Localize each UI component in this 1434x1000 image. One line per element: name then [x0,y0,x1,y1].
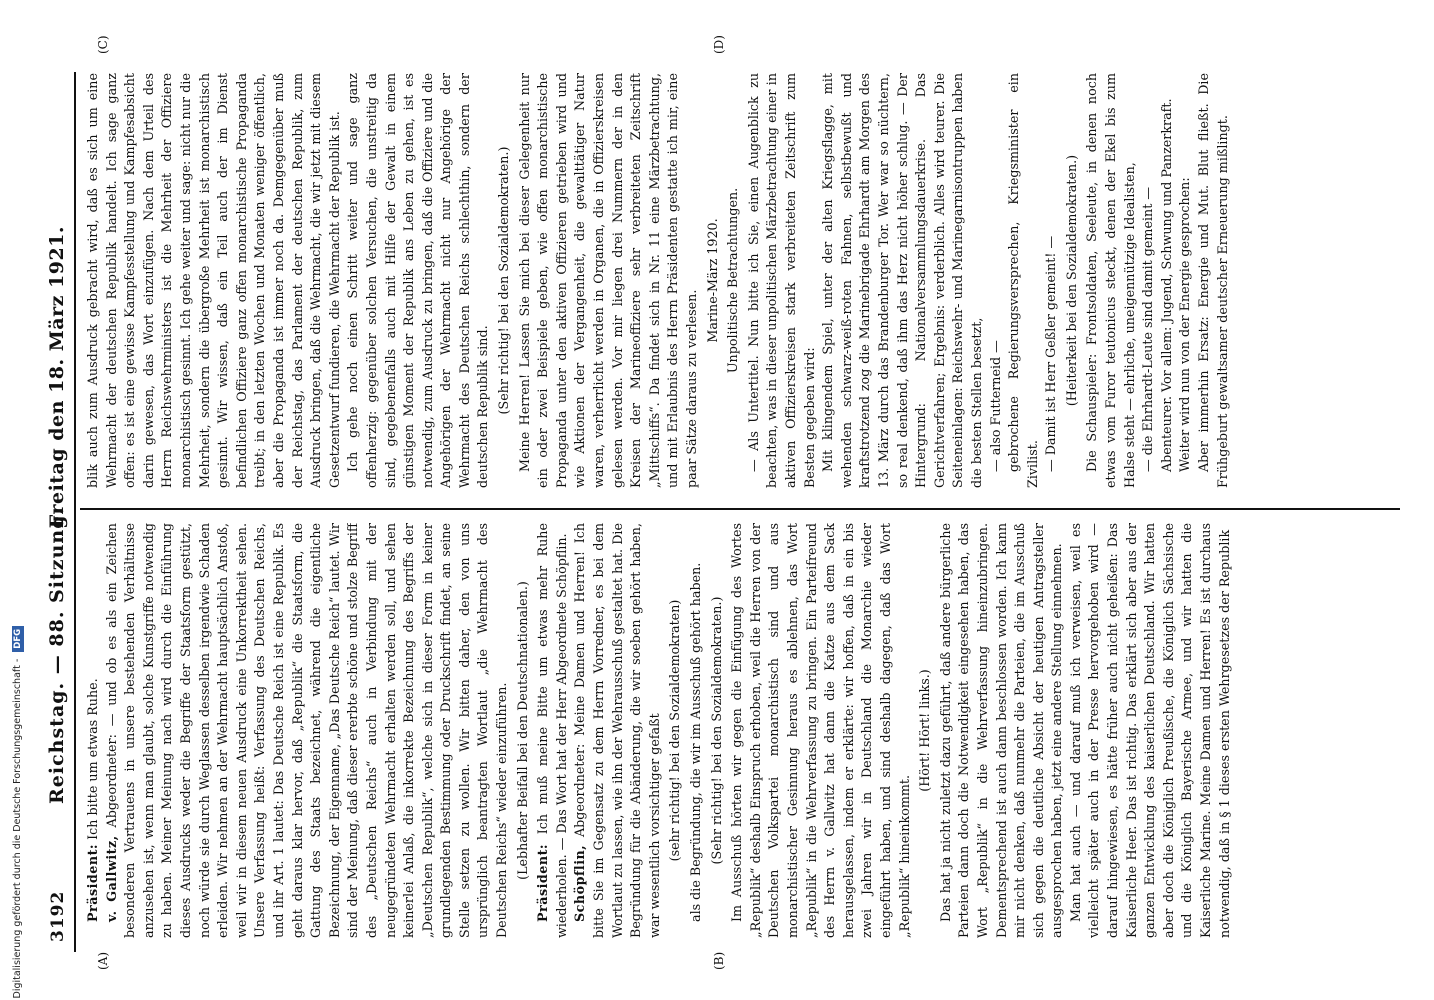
speech-text: Ich bitte um etwas Ruhe. [85,678,100,840]
paragraph: Im Ausschuß hörten wir gegen die Einfügung des Wortes „Republik“ deshalb Einspruch erhoben, weil die Herren von der Deutschen Volkspartei monarchistisch sind und aus monarchistischer Gesinnung heraus es ablehnen, das Wort „Republik“ in die Wehrverfassung zu bringen. Ein Parteifreund des Herrn v. Gallwitz hat dann die Katze aus dem Sack herausgelassen, indem er erklärte: wir hoffen, daß in ein bis zwei Jahren wir in Deutschland die Monarchie wieder eingeführt haben, und sind deshalb dagegen, daß das Wort „Republik“ hineinkommt. [729,523,912,938]
speech-text: Ich muß meine Bitte um etwas mehr Ruhe wiederholen. — Das Wort hat der Herr Abgeordnete Schöpflin. [535,523,569,938]
paragraph: gebrochene Regierungsversprechen, Kriegsminister ein Zivilist. [1006,73,1040,488]
header-right-title: Freitag den 18. März 1921. [46,226,68,529]
paragraph: Abenteurer. Vor allem: Jugend, Schwung und Panzerkraft. [1158,98,1174,472]
paragraph: — Als Untertitel. Nun bitte ich Sie, einen Augenblick zu beachten, was in dieser unpolitischen Märzbetrachtung einer in aktiven Offizierskreisen stark verbreiteten Zeitschrift zum Besten gegeben wird: [745,73,817,488]
speech-paragraph [534,523,571,938]
right-column [84,73,1384,488]
margin-mark-d: (D) [712,35,726,54]
speech-text: Abgeordneter: — und ob es als ein Zeichen besonderen Vertrauens in unsere bestehenden Verhältnisse anzusehen ist, wenn man glaubt, solche Kunstgriffe notwendig zu haben. Meiner Meinung nach wird durch die Einführung dieses Ausdrucks weder die Begriffe der Staatsform gestützt, noch würde sie durch Weglassen desselben irgendwie Schaden erleiden. Wir nehmen an der Wehrmacht hauptsächlich Anstoß, weil wir in diesem neuen Ausdruck eine Unkorrektheit sehen. Unsere Verfassung heißt: Verfassung des Deutschen Reichs, und ihr Art. 1 lautet: Das Deutsche Reich ist eine Republik. Es geht daraus klar hervor, daß „Republik“ die Staatsform, die Gattung des Staats bezeichnet, während die eigentliche Bezeichnung, der Eigenname, „Das Deutsche Reich“ lautet. Wir sind der Meinung, daß dieser ererbte schöne und stolze Begriff des „Deutschen Reichs“ auch in Verbindung mit der neugegründeten Wehrmacht erhalten werden soll, und sehen keinerlei Anlaß, die inkorrekte Bezeichnung des Begriffs der „Deutschen Republik“, welche sich in dieser Form in keiner grundlegenden Bestimmung oder Druckschrift findet, an seine Stelle setzen zu wollen. Wir bitten daher, den von uns ursprünglich beantragten Wortlaut „die Wehrmacht des Deutschen Reichs“ wieder einzuführen. [103,523,510,938]
paragraph: Das hat ja nicht zuletzt dazu geführt, daß andere bürgerliche Parteien dann doch die Notwendigkeit eingesehen haben, das Wort „Republik“ in die Wehrverfassung hineinzubringen. Dementsprechend ist auch dann beschlossen worden. Ich kann mir nicht denken, daß nunmehr die Parteien, die im Ausschuß sich gegen die deutliche Absicht der heutigen Antragsteller ausgesprochen haben, jetzt eine andere Stellung einnehmen. [937,523,1065,938]
interjection: Marine-März 1920. [704,218,720,343]
interjection: (Sehr richtig! bei den Sozialdemokraten.) [708,596,724,865]
digitization-note-text: Digitalisierung gefördert durch die Deutsche Forschungsgemeinschaft - [12,658,23,999]
page-header [42,46,72,954]
interjection: (Sehr richtig! bei den Sozialdemokraten.) [496,146,512,415]
page-number: 3192 [48,890,68,942]
paragraph: blik auch zum Ausdruck gebracht wird, daß es sich um eine Wehrmacht der deutschen Republik handelt. Ich sage ganz offen: es ist eine gewisse Kampfesstellung und Kampfesabsicht darin gewesen, das Wort einzufügen. Nach dem Urteil des Herrn Reichswehrministers ist die Mehrheit der Offiziere monarchistisch gesinnt. Ich gehe weiter und sage: nicht nur die Mehrheit, sondern die übergroße Mehrheit ist monarchistisch gesinnt. Wir wissen, daß ein Teil auch der im Dienst befindlichen Offiziere ganz offen monarchistische Propaganda treibt; in den letzten Wochen und Monaten weniger öffentlich, aber die Propaganda ist immer noch da. Demgegenüber muß der Reichstag, das Parlament der deutschen Republik, zum Ausdruck bringen, daß die Wehrmacht, die wir jetzt mit diesem Gesetzentwurf fundieren, die Wehrmacht der Republik ist. [85,73,342,488]
dfg-logo: DFG [12,626,24,652]
margin-mark-a: (A) [96,951,110,970]
column-divider [80,508,1400,510]
paragraph: Mit klingendem Spiel, unter der alten Kriegsflagge, mit wehenden schwarz-weiß-roten Fahnen, selbstbewußt und kraftstrotzend zog die Marinebrigade Ehrhardt am Morgen des 13. März durch das Brandenburger Tor. Wer war so nüchtern, so real denkend, daß ihm das Herz nicht höher schlug. — Der Hintergrund: Nationalversammlungsdauerkrise. Das Gerichtverfahren; Ergebnis: verderblich. Alles wird teurer. Die Seiteneinlagen: Reichswehr- und Marinegarnisontruppen haben die besten Stellen besetzt, [820,73,984,488]
speech-paragraph [103,523,512,938]
paragraph: Aber immerhin Ersatz: Energie und Mut. Blut fließt. Die Frühgeburt gewaltsamer deutscher Erneuerung mißlingt. [1196,73,1230,488]
header-left-title: Reichstag. — 88. Sitzung. [46,506,68,804]
speech-paragraph [571,523,664,938]
interjection: (Heiterkeit bei den Sozialdemokraten.) [1063,154,1079,407]
speech-paragraph [84,523,103,938]
paragraph: Ich gehe noch einen Schritt weiter und sage ganz offenherzig: gegenüber solchen Versuchen, die unstreitig da sind, gegebenenfalls auch mit Hilfe der Gewalt in einem günstigen Moment der Republik ans Leben zu gehen, ist es notwendig, zum Ausdruck zu bringen, daß die Offiziere und die Angehörigen der Wehrmacht nicht nur Angehörige der Wehrmacht des Deutschen Reichs schlechthin, sondern der deutschen Republik sind. [345,73,491,488]
speaker-name: Schöpflin, [572,844,588,922]
interjection: (Lebhafter Beifall bei den Deutschnationalen.) [514,581,530,880]
paragraph: Weiter wird nun von der Energie gesprochen: [1177,177,1193,472]
speaker-name: Präsident: [85,843,100,922]
margin-mark-b: (B) [712,951,726,970]
paragraph: Meine Herren! Lassen Sie mich bei dieser Gelegenheit nur ein oder zwei Beispiele geben, wie offen monarchistische Propaganda unter den aktiven Offizieren getrieben wird und wie Aktionen der Vergangenheit, die gewalttätiger Natur waren, verherrlicht werden in Organen, die in Offizierskreisen gelesen werden. Vor mir liegen drei Nummern der in den Kreisen der Marineoffiziere sehr verbreiteten Zeitschrift „Mittschiffs“. Da findet sich in Nr. 11 eine Märzbetrachtung, und mit Erlaubnis des Herrn Präsidenten gestatte ich mir, eine paar Sätze daraus zu verlesen. [516,73,699,488]
header-rule [74,72,76,952]
paragraph: — die Ehrhardt-Leute sind damit gemeint — [1140,186,1156,472]
interjection: (sehr richtig! bei den Sozialdemokraten) [667,599,683,862]
paragraph: Die Schauspieler: Frontsoldaten, Seeleute, in denen noch etwas vom Furor teutonicus steckt, denen der Ekel bis zum Halse steht — ehrliche, uneigennützige Idealisten, [1084,73,1137,488]
digitization-note [12,0,28,999]
paragraph: Man hat auch — und darauf muß ich verweisen, weil es vielleicht später auch in der Presse hervorgehoben wird — darauf hingewiesen, es hätte früher auch nicht geheißen: Das Kaiserliche Heer. Das ist richtig. Das erklärt sich aber aus der ganzen Entwicklung des kaiserlichen Deutschland. Wir hatten aber doch die Königlich Preußische, die Königlich Sächsische und die Königlich Bayerische Armee, und wir hatten die Kaiserliche Marine. Meine Damen und Herren! Es ist durchaus notwendig, daß in § 1 dieses ersten Wehrgesetzes der Republik [1067,523,1232,938]
speaker-name: Präsident: [535,843,551,922]
paragraph: — Damit ist Herr Geßler gemeint! — [1043,235,1059,472]
paragraph: — also Futterneid — [987,340,1003,472]
speech-text: Abgeordneter: Meine Damen und Herren! Ich bitte Sie im Gegensatz zu dem Herrn Vorredner, es bei dem Wortlaut zu lassen, wie ihn der Wehrausschuß gestaltet hat. Die Begründung für die Abänderung, die wir soeben gehört haben, war wesentlich vorsichtiger gefaßt [572,523,662,938]
speaker-name: v. Gallwitz, [103,835,119,922]
paragraph: als die Begründung, die wir im Ausschuß gehört haben. [688,562,703,922]
margin-mark-c: (C) [96,35,110,54]
interjection: Unpolitische Betrachtungen. [725,187,741,374]
left-column [84,523,1384,938]
interjection: (Hört! Hört! links.) [917,669,933,792]
